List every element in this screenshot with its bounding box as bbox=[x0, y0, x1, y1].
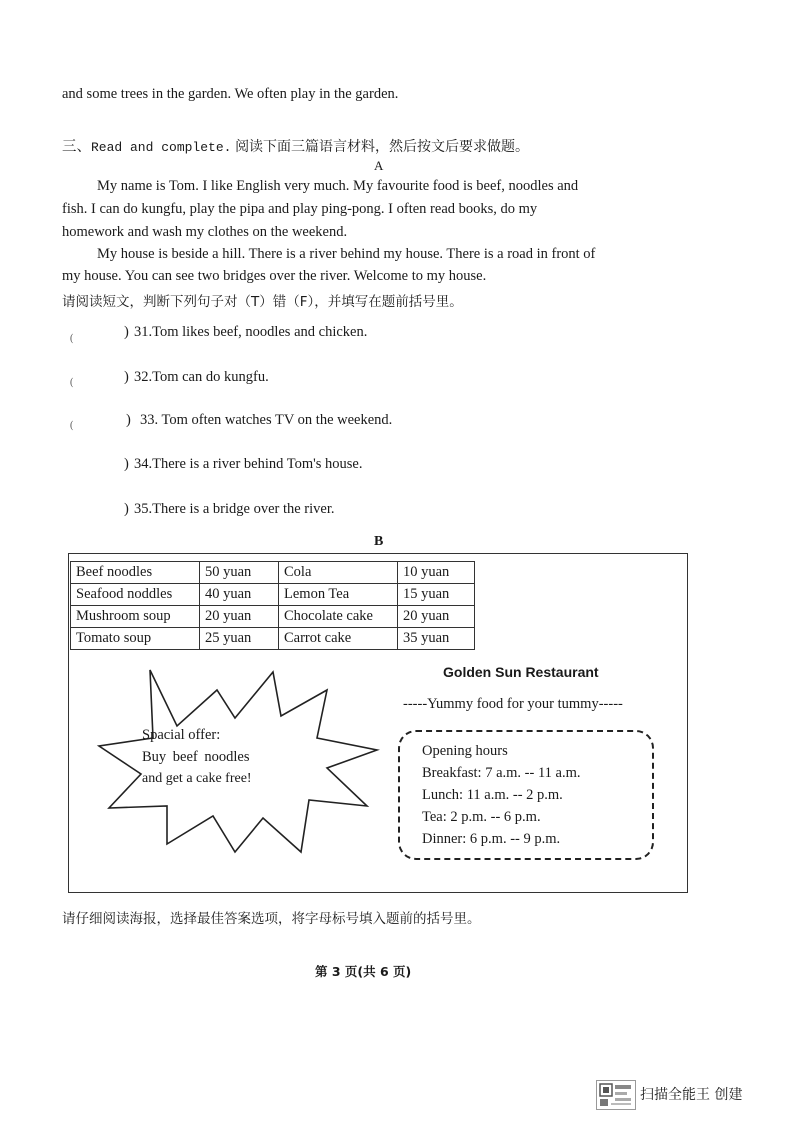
answer-paren-right: ) bbox=[124, 324, 129, 340]
part-a-p1-line2: fish. I can do kungfu, play the pipa and play ping-pong. I often read books, do my bbox=[62, 201, 538, 217]
answer-paren-right: ) bbox=[126, 412, 131, 428]
hours-line: Lunch: 11 a.m. -- 2 p.m. bbox=[422, 787, 563, 803]
restaurant-slogan: -----Yummy food for your tummy----- bbox=[403, 696, 623, 712]
section-number: 三、 bbox=[62, 139, 91, 155]
menu-table bbox=[70, 561, 475, 650]
part-b-label: B bbox=[374, 534, 384, 549]
page-number: 第 3 页(共 6 页) bbox=[315, 964, 412, 979]
menu-item: Chocolate cake bbox=[279, 606, 398, 628]
menu-price: 20 yuan bbox=[398, 606, 475, 628]
menu-price: 20 yuan bbox=[200, 606, 279, 628]
hours-line: Tea: 2 p.m. -- 6 p.m. bbox=[422, 809, 541, 825]
menu-price: 40 yuan bbox=[200, 584, 279, 606]
menu-item: Tomato soup bbox=[71, 628, 200, 650]
menu-item: Beef noodles bbox=[71, 562, 200, 584]
menu-price: 35 yuan bbox=[398, 628, 475, 650]
offer-line: Spacial offer: bbox=[142, 727, 221, 743]
restaurant-name: Golden Sun Restaurant bbox=[443, 664, 599, 680]
menu-price: 10 yuan bbox=[398, 562, 475, 584]
table-row bbox=[71, 628, 475, 650]
part-a-label: A bbox=[374, 158, 384, 173]
question-32: 32.Tom can do kungfu. bbox=[134, 369, 269, 385]
watermark-text: 扫描全能王 创建 bbox=[640, 1087, 743, 1103]
section-instruction: 阅读下面三篇语言材料，然后按文后要求做题。 bbox=[235, 139, 530, 155]
table-row bbox=[71, 584, 475, 606]
menu-price: 25 yuan bbox=[200, 628, 279, 650]
top-line: and some trees in the garden. We often play in the garden. bbox=[62, 86, 399, 102]
answer-paren-left: ( bbox=[70, 420, 74, 431]
part-b-instruction: 请仔细阅读海报，选择最佳答案选项，将字母标号填入题前的括号里。 bbox=[62, 911, 481, 927]
menu-item: Lemon Tea bbox=[279, 584, 398, 606]
section-title bbox=[62, 135, 529, 156]
offer-line: Buy beef noodles bbox=[142, 749, 250, 765]
part-a-p2-line1: My house is beside a hill. There is a river behind my house. There is a road in front of bbox=[97, 246, 596, 262]
part-a-instruction: 请阅读短文，判断下列句子对（T）错（F），并填写在题前括号里。 bbox=[62, 294, 463, 310]
offer-line: and get a cake free! bbox=[142, 771, 252, 786]
answer-paren-right: ) bbox=[124, 501, 129, 517]
part-a-p1-line3: homework and wash my clothes on the weekend. bbox=[62, 224, 348, 240]
question-31: 31.Tom likes beef, noodles and chicken. bbox=[134, 324, 368, 340]
menu-item: Seafood noddles bbox=[71, 584, 200, 606]
menu-item: Mushroom soup bbox=[71, 606, 200, 628]
menu-item: Cola bbox=[279, 562, 398, 584]
answer-paren-left: ( bbox=[70, 333, 74, 344]
section-title-en: Read and complete. bbox=[91, 140, 232, 155]
hours-title: Opening hours bbox=[422, 743, 508, 759]
menu-price: 15 yuan bbox=[398, 584, 475, 606]
hours-line: Dinner: 6 p.m. -- 9 p.m. bbox=[422, 831, 561, 847]
menu-item: Carrot cake bbox=[279, 628, 398, 650]
part-a-p2-line2: my house. You can see two bridges over the river. Welcome to my house. bbox=[62, 268, 487, 284]
part-a-p1-line1: My name is Tom. I like English very much. My favourite food is beef, noodles and bbox=[97, 178, 579, 194]
table-row bbox=[71, 606, 475, 628]
answer-paren-right: ) bbox=[124, 456, 129, 472]
answer-paren-right: ) bbox=[124, 369, 129, 385]
answer-paren-left: ( bbox=[70, 377, 74, 388]
hours-line: Breakfast: 7 a.m. -- 11 a.m. bbox=[422, 765, 581, 781]
question-33: 33. Tom often watches TV on the weekend. bbox=[140, 412, 393, 428]
scanner-logo-icon bbox=[596, 1080, 636, 1110]
question-35: 35.There is a bridge over the river. bbox=[134, 501, 335, 517]
question-34: 34.There is a river behind Tom's house. bbox=[134, 456, 363, 472]
table-row bbox=[71, 562, 475, 584]
menu-price: 50 yuan bbox=[200, 562, 279, 584]
